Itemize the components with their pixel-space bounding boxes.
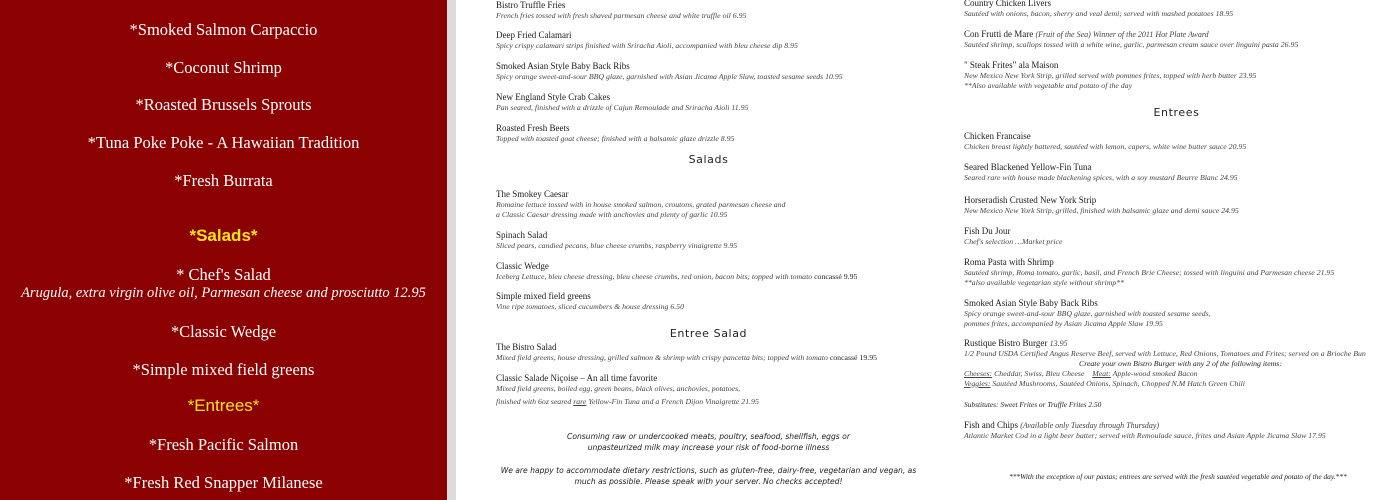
- notice-dietary: We are happy to accommodate dietary restrictions, such as gluten-free, dairy-free, vegetarian and vegan, as: [500, 466, 917, 475]
- burger-veggies-list: Sautéed Mushrooms, Sautéed Onions, Spinach, Chopped N.M Hatch Green Chili: [992, 379, 1245, 388]
- special-item: *Tuna Poke Poke - A Hawaiian Tradition: [87, 133, 360, 152]
- menu-item-burger: [964, 338, 1366, 389]
- burger-options: [964, 369, 1366, 379]
- menu-item: [964, 420, 1326, 441]
- item-name: Seared Blackened Yellow-Fin Tuna: [964, 162, 1092, 172]
- section-heading-entree-salad: Entree Salad: [669, 327, 748, 340]
- item-desc-text: Mixed field greens, house dressing, grilled salmon & shrimp with crispy pancetta bits; topped with tomato: [496, 353, 828, 362]
- item-desc: French fries tossed with fresh shaved parmesan cheese and white truffle oil 6.95: [496, 11, 747, 20]
- burger-cheeses: Cheddar, Swiss, Bleu Cheese: [994, 369, 1085, 378]
- item-desc-text: Iceberg Lettuce, bleu cheese dressing, bleu cheese crumbs, red onion, bacon bits; topped with tomato: [496, 272, 813, 281]
- item-desc: Chef's selection …Market price: [964, 237, 1063, 246]
- item-desc: 1/2 Pound USDA Certified Angus Reserve Beef, served with Lettuce, Red Onions, Tomatoes and Frites; served on a Brioche Bun: [964, 349, 1366, 358]
- footer-note: ***With the exception of our pastas; entrees are served with the fresh sautéed vegetable and potato of the day.***: [1009, 472, 1347, 481]
- item-desc: Spicy orange sweet-and-sour BBQ glaze, garnished with Asian Jicama Apple Slaw, toasted sesame seeds 10.95: [496, 72, 843, 81]
- menu-item: [496, 61, 843, 82]
- notice-consuming-line2: unpasteurized milk may increase your risk of food-borne illness: [587, 443, 830, 452]
- menu-item: [496, 342, 877, 363]
- item-name: [964, 420, 1326, 431]
- item-desc: Sautéed shrimp, Roma tomato, garlic, basil, and French Brie Cheese; tossed with linguini and Parmesan cheese 21.95: [964, 268, 1335, 277]
- item-name: Horseradish Crusted New York Strip: [964, 195, 1097, 205]
- menu-item: [496, 189, 785, 220]
- menu-item: [964, 29, 1298, 50]
- item-name-note: (Available only Tuesday through Thursday): [1020, 421, 1160, 430]
- panel-divider: [447, 0, 456, 500]
- item-desc: Vine ripe tomatoes, sliced cucumbers & house dressing 6.50: [496, 302, 684, 311]
- special-item: *Fresh Burrata: [174, 171, 273, 190]
- burger-meat: Apple-wood smoked Bacon: [1112, 369, 1198, 378]
- menu-item: [496, 261, 857, 282]
- item-desc-text: Yellow-Fin Tuna and a French Dijon Vinaigrette 21.95: [586, 397, 759, 406]
- item-price: 13.95: [1049, 339, 1068, 348]
- burger-cheeses-label: Cheeses:: [964, 369, 993, 378]
- menu-item: [496, 373, 759, 407]
- item-name-text: Con Frutti de Mare: [964, 29, 1034, 39]
- item-desc: Spicy orange sweet-and-sour BBQ glaze, garnished with toasted sesame seeds,: [964, 309, 1211, 318]
- item-desc-line2: **also available vegetarian style without shrimp**: [964, 278, 1125, 287]
- item-desc-text: finished with 6oz seared: [496, 397, 574, 406]
- burger-substitutes: Substitutes: Sweet Frites or Truffle Frites 2.50: [964, 400, 1102, 409]
- item-desc: Spicy crispy calamari strips finished with Sriracha Aioli, accompanied with bleu cheese dip 8.95: [496, 41, 798, 50]
- item-name: New England Style Crab Cakes: [496, 92, 610, 102]
- item-name: The Bistro Salad: [496, 342, 557, 352]
- menu-item: [964, 60, 1256, 91]
- item-name: Spinach Salad: [496, 230, 548, 240]
- special-entree: *Fresh Pacific Salmon: [148, 435, 299, 454]
- item-name: Simple mixed field greens: [496, 291, 591, 301]
- burger-veggies-label: Veggies:: [964, 379, 991, 388]
- item-desc: Pan seared, finished with a drizzle of Cajun Remoulade and Sriracha Aioli 11.95: [496, 103, 749, 112]
- item-name: Roasted Fresh Beets: [496, 123, 570, 133]
- item-desc: Seared rare with house made blackening spices, with a soy mustard Beurre Blanc 24.95: [964, 173, 1238, 182]
- item-price: concassé 9.95: [814, 272, 858, 281]
- item-desc: [496, 272, 857, 282]
- notice-consuming: Consuming raw or undercooked meats, poultry, seafood, shellfish, eggs or: [567, 432, 850, 441]
- item-desc-underlined: rare: [573, 397, 587, 406]
- burger-veggies: [964, 379, 1366, 389]
- item-name: Roma Pasta with Shrimp: [964, 257, 1054, 267]
- item-price: concassé 19.95: [829, 353, 878, 362]
- item-name-text: Fish and Chips: [964, 420, 1019, 430]
- menu-item: [496, 92, 748, 113]
- item-name: Fish Du Jour: [964, 226, 1011, 236]
- item-desc: Chicken breast lightly battered, sautéed with lemon, capers, white wine butter sauce 20.95: [964, 142, 1247, 151]
- item-desc: New Mexico New York Strip, grilled, finished with balsamic glaze and demi sauce 24.95: [964, 206, 1239, 215]
- item-desc-line2: **Also available with vegetable and potato of the day: [964, 81, 1133, 90]
- menu-item: [964, 298, 1211, 329]
- menu-item: [964, 257, 1334, 288]
- menu-item: [964, 0, 1233, 19]
- menu-item: [964, 195, 1239, 216]
- section-heading-entrees: Entrees: [1153, 106, 1200, 119]
- item-name: " Steak Frites" ala Maison: [964, 60, 1059, 70]
- item-desc: Atlantic Market Cod in a light beer batter; served with Remoulade sauce, frites and Asian Apple Jicama Slaw 17.95: [964, 431, 1326, 440]
- item-desc: [496, 353, 877, 363]
- item-desc-line2: a Classic Caesar dressing made with anchovies and plenty of garlic 10.95: [496, 210, 728, 219]
- specials-panel: [0, 0, 447, 500]
- menu-item: [964, 131, 1246, 152]
- special-classic-wedge: *Classic Wedge: [170, 322, 277, 341]
- notice-dietary-line2: much as possible. Please speak with your server. No checks accepted!: [574, 477, 843, 486]
- burger-create-note: Create your own Bistro Burger with any 2 of the following items:: [1079, 359, 1282, 368]
- menu-item: [496, 123, 734, 144]
- menu-item: [496, 0, 746, 21]
- item-name: Classic Wedge: [496, 261, 549, 271]
- special-item: *Coconut Shrimp: [165, 58, 282, 77]
- menu-item: [496, 230, 737, 251]
- item-desc: Sautéed with onions, bacon, sherry and veal demi; served with mashed potatoes 18.95: [964, 9, 1234, 18]
- section-heading-salads: Salads: [688, 153, 729, 166]
- menu-item: [496, 30, 798, 51]
- special-chefs-salad-desc: Arugula, extra virgin olive oil, Parmesan cheese and prosciutto 12.95: [21, 285, 426, 301]
- item-name: Country Chicken Livers: [964, 0, 1051, 8]
- menu-item: [964, 226, 1062, 247]
- special-entree: *Fresh Red Snapper Milanese: [124, 473, 323, 492]
- item-desc-line2: pommes frites, accompanied by Asian Jicama Apple Slaw 19.95: [964, 319, 1163, 328]
- menu-column-middle: [496, 0, 926, 500]
- item-desc: Sautéed shrimp, scallops tossed with a white wine, garlic, parmesan cream sauce over linguini pasta 26.95: [964, 40, 1299, 49]
- menu-item: [964, 162, 1238, 183]
- menu-column-right: [964, 0, 1400, 500]
- item-name: Chicken Francaise: [964, 131, 1031, 141]
- item-desc: Romaine lettuce tossed with in house smoked salmon, croutons, grated parmesan cheese and: [496, 200, 786, 209]
- item-name: Classic Salade Niçoise – An all time favorite: [496, 373, 658, 383]
- item-desc: Sliced pears, candied pecans, blue cheese crumbs, raspberry vinaigrette 9.95: [496, 241, 738, 250]
- item-name: Deep Fried Calamari: [496, 30, 572, 40]
- menu-item: [496, 291, 684, 312]
- item-name: [964, 29, 1298, 40]
- item-name-text: Rustique Bistro Burger: [964, 338, 1048, 348]
- special-simple-greens: *Simple mixed field greens: [132, 360, 315, 379]
- special-item: *Roasted Brussels Sprouts: [135, 95, 312, 114]
- item-name: [964, 338, 1366, 349]
- special-chefs-salad: * Chef's Salad: [176, 265, 271, 284]
- item-name: Smoked Asian Style Baby Back Ribs: [964, 298, 1098, 308]
- item-desc: New Mexico New York Strip, grilled served with pommes frites, topped with herb butter 23.95: [964, 71, 1257, 80]
- specials-salads-heading: *Salads*: [189, 226, 258, 245]
- item-name: Smoked Asian Style Baby Back Ribs: [496, 61, 630, 71]
- special-item: *Smoked Salmon Carpaccio: [129, 20, 318, 39]
- item-desc-line2: [496, 397, 759, 407]
- burger-meat-label: Meat:: [1092, 369, 1111, 378]
- item-desc: Mixed field greens, boiled egg, green beans, black olives, anchovies, potatoes,: [496, 384, 741, 393]
- item-name-note: (Fruit of the Sea) Winner of the 2011 Hot Plate Award: [1035, 30, 1209, 39]
- specials-entrees-heading: *Entrees*: [187, 396, 260, 415]
- item-name: Bistro Truffle Fries: [496, 0, 566, 10]
- item-desc: Topped with toasted goat cheese; finished with a balsamic glaze drizzle 8.95: [496, 134, 735, 143]
- item-name: The Smokey Caesar: [496, 189, 569, 199]
